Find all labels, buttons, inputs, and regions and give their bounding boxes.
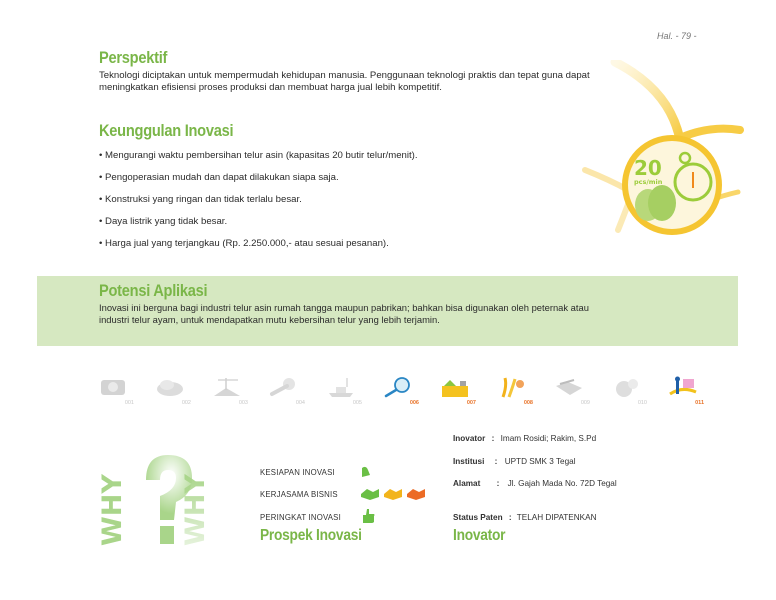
institusi-row <box>453 457 576 466</box>
category-number: 003 <box>238 400 248 406</box>
peringkat-label: PERINGKAT INOVASI <box>260 513 341 522</box>
capacity-badge-illustration <box>560 60 776 260</box>
keunggulan-list <box>99 150 418 260</box>
category-number: 005 <box>352 400 362 406</box>
perspektif-text: Teknologi diciptakan untuk mempermudah kehidupan manusia. Penggunaan teknologi praktis dan tepat guna dapat meningkatkan efisiensi proses produksi dan membuat harga jual lebih kompetitif. <box>99 70 590 93</box>
category-008 <box>495 374 535 410</box>
category-number: 008 <box>523 400 533 406</box>
separator: : <box>494 457 498 466</box>
kerjasama-handshake-icons <box>360 487 428 501</box>
category-number: 007 <box>466 400 476 406</box>
category-009 <box>552 374 592 410</box>
category-icon-row <box>96 374 706 414</box>
category-006 <box>381 374 421 410</box>
inovator-row <box>453 434 596 443</box>
keunggulan-title: Keunggulan Inovasi <box>99 121 234 140</box>
category-004 <box>267 374 307 410</box>
institusi-label: Institusi <box>453 457 485 466</box>
separator: : <box>496 479 500 488</box>
separator: : <box>491 434 495 443</box>
category-011 <box>666 374 706 410</box>
alamat-row <box>453 479 617 488</box>
status-label: Status Paten <box>453 513 503 522</box>
prospek-title: Prospek Inovasi <box>260 527 362 544</box>
category-003 <box>210 374 250 410</box>
page-number: Hal. - 79 - <box>657 31 697 41</box>
category-number: 009 <box>580 400 590 406</box>
kerjasama-label: KERJASAMA BISNIS <box>260 490 338 499</box>
badge-unit: pcs/min <box>634 178 663 186</box>
handshake-icon <box>361 489 379 500</box>
category-number: 001 <box>124 400 134 406</box>
food-icon <box>155 376 185 398</box>
potensi-text: Inovasi ini berguna bagi industri telur asin rumah tangga maupun pabrikan; bahkan bisa digunakan oleh peternak atau industri telur ayam, untuk mendapatkan mutu kebersihan telur yang lebih terjamin. <box>99 302 589 325</box>
category-number: 002 <box>181 400 191 406</box>
institusi-value: UPTD SMK 3 Tegal <box>504 457 576 466</box>
alamat-label: Alamat <box>453 479 481 488</box>
handshake-icon <box>407 489 425 500</box>
thumbs-up-icon <box>362 508 376 524</box>
handcraft-icon <box>554 376 584 398</box>
inovator-title: Inovator <box>453 527 506 544</box>
health-icon <box>269 376 299 398</box>
category-002 <box>153 374 193 410</box>
transport-icon <box>326 376 356 398</box>
education-icon <box>668 376 698 398</box>
why-left-text: WHY <box>97 474 128 546</box>
status-value: TELAH DIPATENKAN <box>516 513 597 522</box>
kesiapan-label: KESIAPAN INOVASI <box>260 468 335 477</box>
energy-icon <box>98 376 128 398</box>
category-001 <box>96 374 136 410</box>
handshake-icon <box>384 489 402 500</box>
infrastructure-icon <box>212 376 242 398</box>
keunggulan-item: • Mengurangi waktu pembersihan telur asin (kapasitas 20 butir telur/menit). <box>99 150 418 172</box>
environment-icon <box>611 376 641 398</box>
category-005 <box>324 374 364 410</box>
category-number: 011 <box>695 400 704 406</box>
alamat-value: Jl. Gajah Mada No. 72D Tegal <box>507 479 617 488</box>
inovator-label: Inovator <box>453 434 486 443</box>
category-010 <box>609 374 649 410</box>
potensi-title: Potensi Aplikasi <box>99 281 208 300</box>
industry-icon <box>440 376 470 398</box>
perspektif-title: Perspektif <box>99 48 168 67</box>
category-number: 006 <box>409 400 419 406</box>
agriculture-icon <box>497 376 527 398</box>
keunggulan-item: • Harga jual yang terjangkau (Rp. 2.250.000,- atau sesuai pesanan). <box>99 238 418 260</box>
status-row <box>453 513 597 522</box>
why-logo <box>96 450 226 550</box>
category-number: 004 <box>295 400 305 406</box>
keunggulan-item: • Daya listrik yang tidak besar. <box>99 216 418 238</box>
separator: : <box>508 513 512 522</box>
category-007 <box>438 374 478 410</box>
research-icon <box>383 376 413 398</box>
keunggulan-item: • Pengoperasian mudah dan dapat dilakukan siapa saja. <box>99 172 418 194</box>
keunggulan-item: • Konstruksi yang ringan dan tidak terlalu besar. <box>99 194 418 216</box>
category-number: 010 <box>637 400 647 406</box>
inovator-value: Imam Rosidi; Rakim, S.Pd <box>500 434 597 443</box>
badge-value: 20 <box>634 156 662 180</box>
why-right-text: WHY <box>180 474 211 546</box>
kesiapan-sprout-icon <box>360 465 372 478</box>
